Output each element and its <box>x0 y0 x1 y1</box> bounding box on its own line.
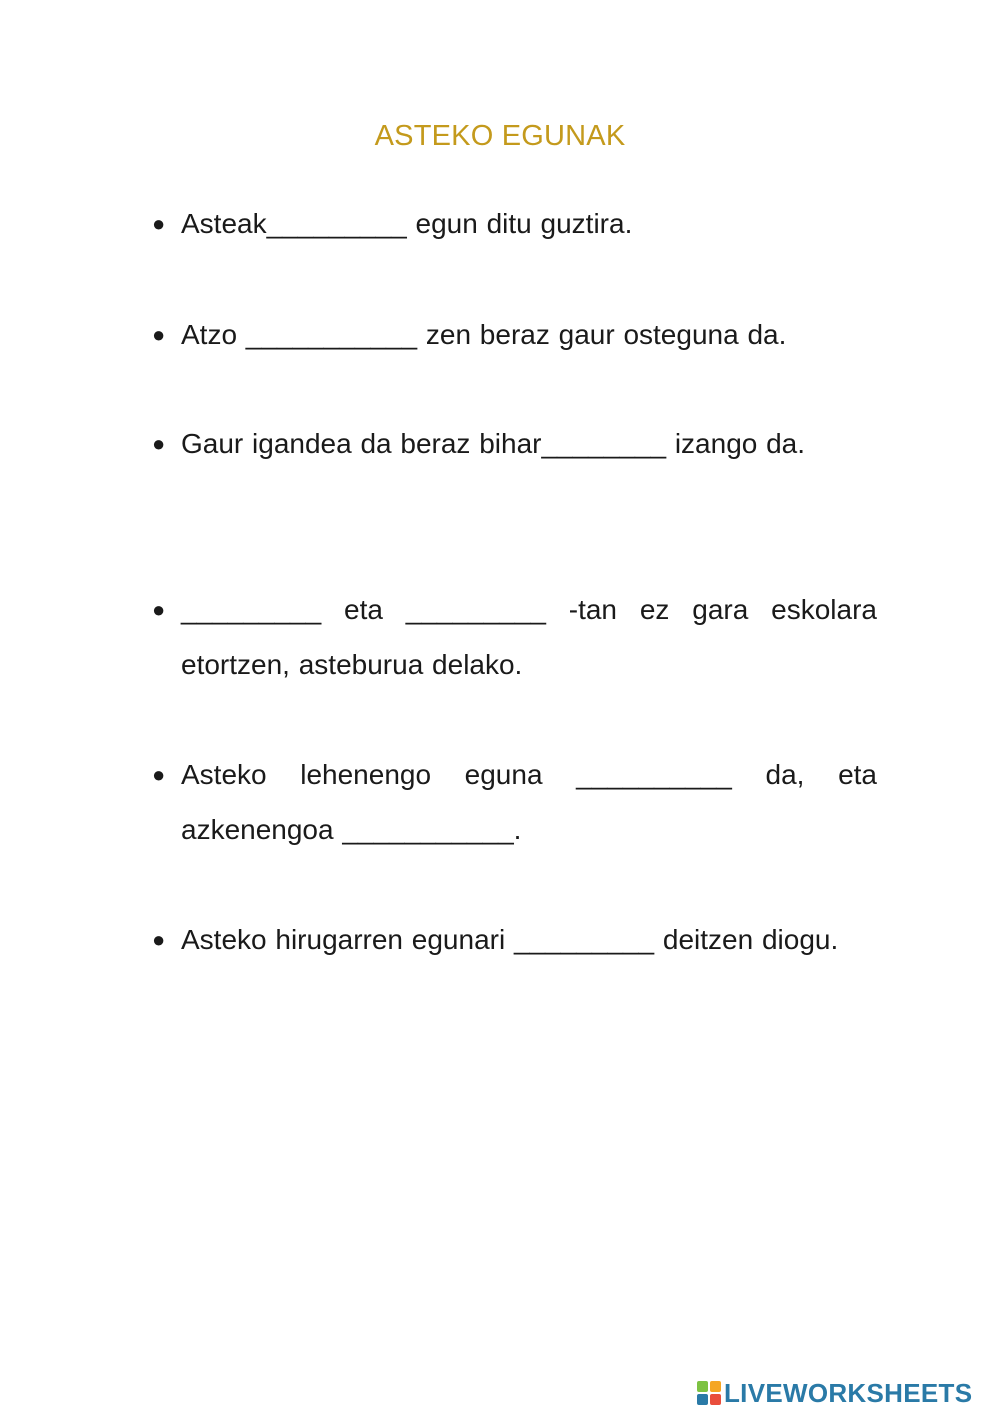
question-text: _________ eta _________ -tan ez gara eskolara etortzen, asteburua delako. <box>181 594 877 680</box>
bullet-icon: ● <box>152 431 166 456</box>
question-text: Asteak_________ egun ditu guztira. <box>181 208 633 239</box>
bullet-icon: ● <box>152 762 166 787</box>
list-item <box>152 582 877 692</box>
logo-square-icon <box>710 1381 721 1392</box>
question-text: Gaur igandea da beraz bihar________ izango da. <box>181 428 806 459</box>
list-item <box>152 912 877 967</box>
list-item <box>152 196 877 251</box>
worksheet-title: ASTEKO EGUNAK <box>374 120 626 152</box>
logo-text: LIVEWORKSHEETS <box>724 1377 973 1408</box>
logo-square-icon <box>710 1394 721 1405</box>
bullet-icon: ● <box>152 211 166 236</box>
bullet-icon: ● <box>152 322 166 347</box>
question-text: Asteko hirugarren egunari _________ deitzen diogu. <box>181 924 839 955</box>
bullet-icon: ● <box>152 927 166 952</box>
liveworksheets-logo <box>697 1376 972 1410</box>
list-item <box>152 747 877 857</box>
logo-icon <box>697 1381 721 1405</box>
bullet-icon: ● <box>152 597 166 622</box>
logo-square-icon <box>697 1394 708 1405</box>
question-text: Asteko lehenengo eguna __________ da, eta azkenengoa ___________. <box>181 759 877 845</box>
logo-square-icon <box>697 1381 708 1392</box>
list-item <box>152 307 877 362</box>
question-text: Atzo ___________ zen beraz gaur osteguna da. <box>181 319 787 350</box>
list-item <box>152 416 877 471</box>
